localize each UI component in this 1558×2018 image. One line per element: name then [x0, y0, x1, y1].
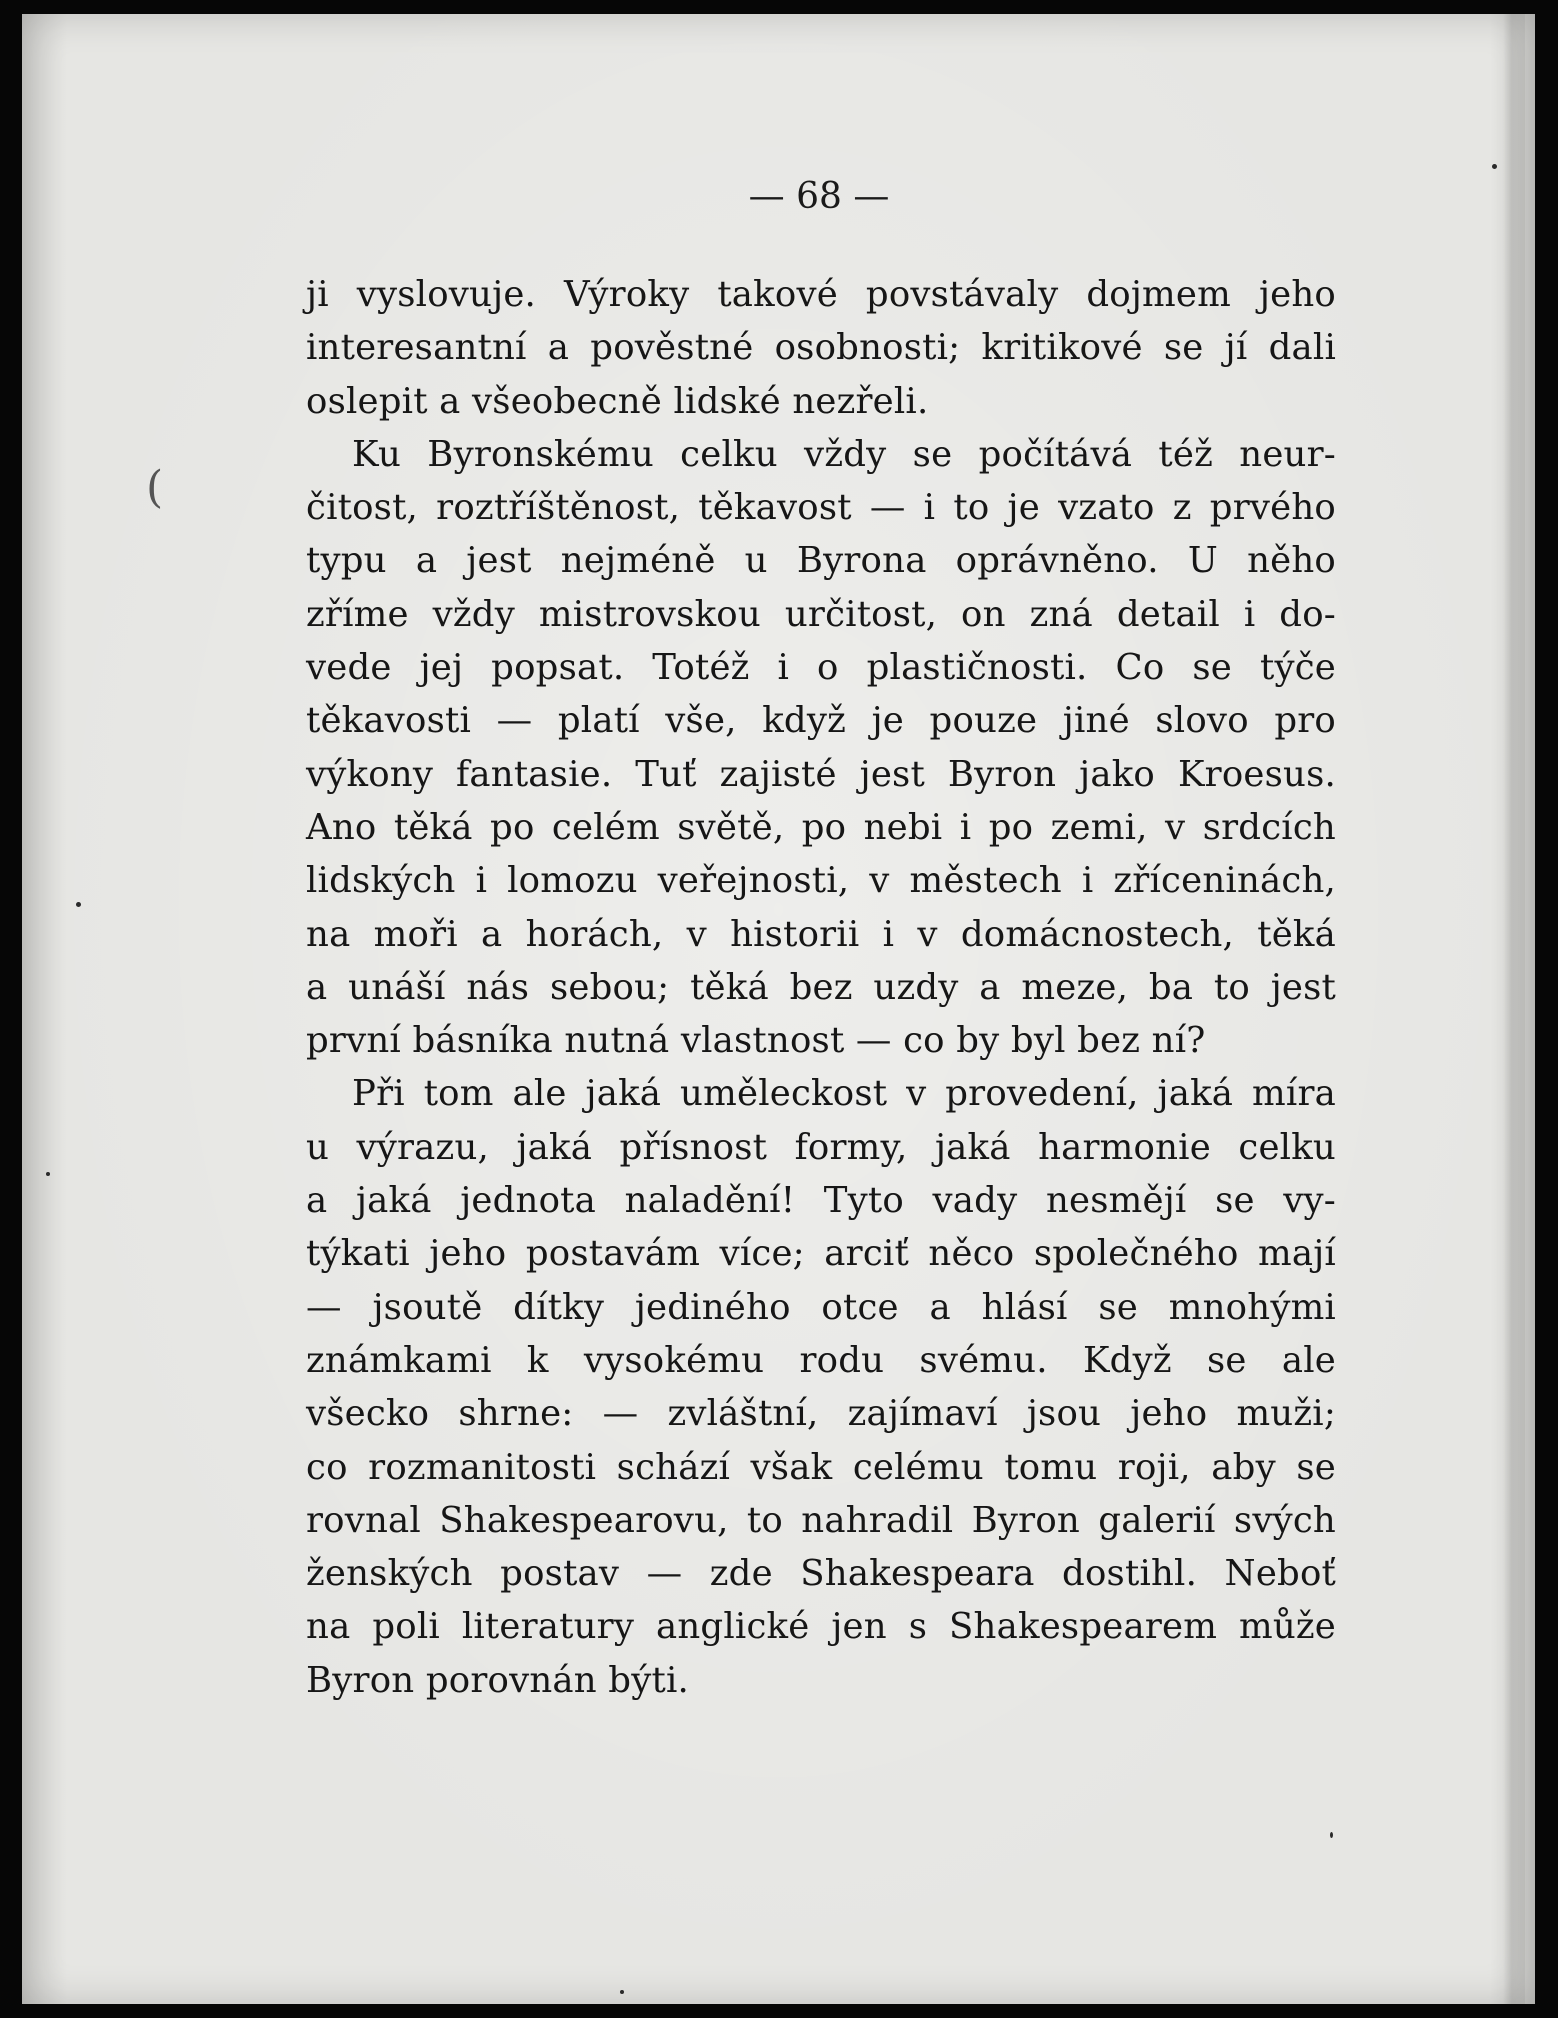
text-line: známkami k vysokému rodu svému. Když se ale	[306, 1339, 1336, 1381]
text-line: Při tom ale jaká uměleckost v provedení, jaká míra	[352, 1073, 1336, 1115]
text-line: všecko shrne: — zvláštní, zajímaví jsou jeho muži;	[306, 1393, 1336, 1435]
text-line: — jsoutě dítky jediného otce a hlásí se mnohými	[306, 1286, 1336, 1328]
scan-speck	[620, 1990, 624, 1994]
text-line: rovnal Shakespearovu, to nahradil Byron galerií svých	[306, 1499, 1336, 1541]
scan-speck	[1492, 164, 1497, 169]
text-line: vede jej popsat. Totéž i o plastičnosti. Co se týče	[306, 647, 1336, 689]
body-text	[306, 268, 1336, 1707]
text-line: oslepit a všeobecně lidské nezřeli.	[306, 380, 929, 422]
text-line: zříme vždy mistrovskou určitost, on zná detail i do-	[306, 593, 1336, 635]
pencil-mark: (	[146, 462, 164, 513]
text-line: typu a jest nejméně u Byrona oprávněno. U něho	[306, 540, 1336, 582]
text-line: Byron porovnán býti.	[306, 1659, 689, 1701]
text-line: Ano těká po celém světě, po nebi i po zemi, v srdcích	[306, 806, 1336, 848]
scan-speck	[1330, 1832, 1333, 1838]
page-number: — 68 —	[748, 176, 890, 217]
text-line: lidských i lomozu veřejnosti, v městech i zříceninách,	[306, 860, 1336, 902]
text-line: a unáší nás sebou; těká bez uzdy a meze, ba to jest	[306, 966, 1336, 1008]
text-line: u výrazu, jaká přísnost formy, jaká harmonie celku	[306, 1126, 1336, 1168]
text-line: ji vyslovuje. Výroky takové povstávaly dojmem jeho	[306, 274, 1336, 315]
text-line: co rozmanitosti schází však celému tomu roji, aby se	[306, 1446, 1336, 1488]
text-line: na poli literatury anglické jen s Shakespearem může	[306, 1606, 1336, 1648]
text-line: na moři a horách, v historii i v domácnostech, těká	[306, 913, 1336, 955]
text-line: týkati jeho postavám více; arciť něco společného mají	[306, 1233, 1336, 1275]
text-line: a jaká jednota naladění! Tyto vady nesmějí se vy-	[306, 1180, 1336, 1222]
text-line: Ku Byronskému celku vždy se počítává též neur-	[352, 433, 1336, 475]
scan-speck	[76, 902, 81, 907]
text-line: čitost, roztříštěnost, těkavost — i to je vzato z prvého	[306, 487, 1336, 529]
scan-speck	[46, 1172, 50, 1176]
text-line: první básníka nutná vlastnost — co by byl bez ní?	[306, 1020, 1206, 1062]
text-line: těkavosti — platí vše, když je pouze jiné slovo pro	[306, 700, 1336, 742]
text-line: ženských postav — zde Shakespeara dostihl. Neboť	[306, 1553, 1336, 1595]
text-line: interesantní a pověstné osobnosti; kritikové se jí dali	[306, 327, 1336, 369]
page-fold-shadow	[1503, 14, 1525, 2004]
text-line: výkony fantasie. Tuť zajisté jest Byron jako Kroesus.	[306, 753, 1336, 795]
